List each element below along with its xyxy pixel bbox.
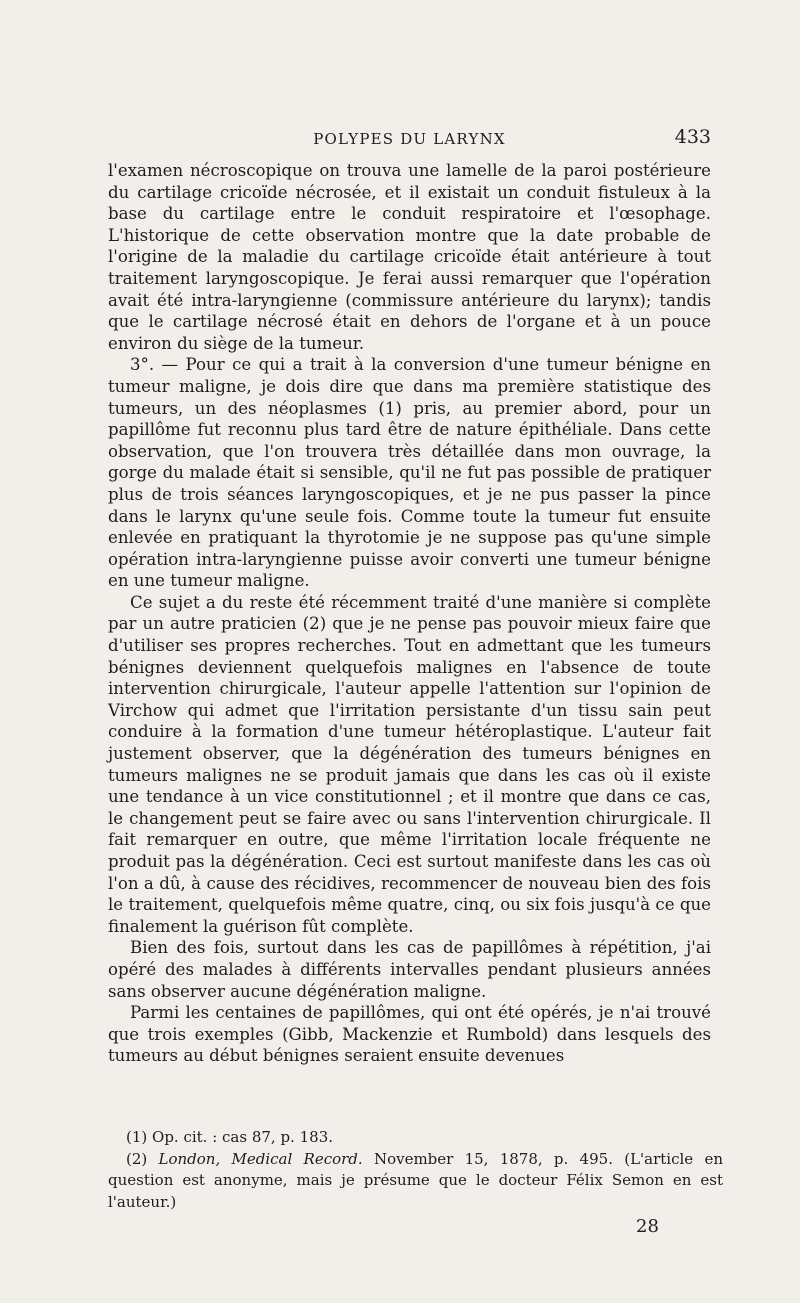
paragraph-continuation: l'examen nécroscopique on trouva une lamelle de la paroi postérieure du cartilage cricoïde nécrosée, et il existait un conduit fistuleux à la base du cartilage entre le conduit respiratoire et l'œsophage. L'historique de cette observation montre que la date probable de l'origine de la maladie du cartilage cricoïde était antérieure à tout traitement laryngoscopique. Je ferai aussi remarquer que l'opération avait été intra-laryngienne (commissure antérieure du larynx); tandis que le cartilage nécrosé était en dehors de l'organe et à un pouce environ du siège de la tumeur. — [108, 161, 711, 353]
footnotes — [108, 1127, 723, 1213]
footnote-2-number: (2) — [126, 1149, 148, 1168]
body-text — [108, 160, 711, 1067]
page-header — [108, 126, 711, 154]
paragraph-point-3: 3°. — Pour ce qui a trait à la conversion d'une tumeur bénigne en tumeur maligne, je dois dire que dans ma première statistique des tumeurs, un des néoplasmes (1) pris, au premier abord, pour un papillôme fut reconnu plus tard être de nature épithéliale. Dans cette observation, que l'on trouvera très détaillée dans mon ouvrage, la gorge du malade était si sensible, qu'il ne fut pas possible de pratiquer plus de trois séances laryngoscopiques, et je ne pus passer la pince dans le larynx qu'une seule fois. Comme toute la tumeur fut ensuite enlevée en pratiquant la thyrotomie je ne suppose pas qu'une simple opération intra-laryngienne puisse avoir converti une tumeur bénigne en une tumeur maligne. — [108, 355, 711, 591]
page-number: 433 — [674, 126, 711, 148]
footnote-1: (1) Op. cit. : cas 87, p. 183. — [126, 1128, 334, 1146]
signature-mark: 28 — [636, 1216, 659, 1237]
paragraph-subject: Ce sujet a du reste été récemment traité d'une manière si complète par un autre praticien (2) que je ne pense pas pouvoir mieux faire que d'utiliser ses propres recherches. Tout en admettant que les tumeurs bénignes deviennent quelquefois malignes en l'absence de toute intervention chirurgicale, l'auteur appelle l'attention sur l'opinion de Virchow qui admet que l'irritation persistante d'un tissu sain peut conduire à la formation d'une tumeur hétéroplastique. L'auteur fait justement observer, que la dégénération des tumeurs bénignes en tumeurs malignes ne se produit jamais que dans les cas où il existe une tendance à un vice constitutionnel ; et il montre que dans ce cas, le changement peut se faire avec ou sans l'intervention chirurgicale. Il fait remarquer en outre, que même l'irritation locale fréquente ne produit pas la dégénération. Ceci est surtout manifeste dans les cas où l'on a dû, à cause des récidives, recommencer de nouveau bien des fois le traitement, quelquefois même quatre, cinq, ou six fois jusqu'à ce que finalement la guérison fût complète. — [108, 592, 711, 936]
footnote-2-text: November 15, 1878, p. 495. (L'article en question est anonyme, mais je présume que le docteur Félix Semon en est l'auteur.) — [108, 1149, 723, 1211]
running-title: POLYPES DU LARYNX — [313, 130, 506, 148]
footnote-2 — [108, 1149, 723, 1214]
footnote-2-source: London, Medical Record. — [158, 1149, 363, 1168]
paragraph-papillomes: Bien des fois, surtout dans les cas de papillômes à répétition, j'ai opéré des malades à différents intervalles pendant plusieurs années sans observer aucune dégénération maligne. — [108, 938, 711, 1001]
paragraph-examples: Parmi les centaines de papillômes, qui ont été opérés, je n'ai trouvé que trois exemples (Gibb, Mackenzie et Rumbold) dans lesquels des tumeurs au début bénignes seraient ensuite devenues — [108, 1003, 711, 1066]
